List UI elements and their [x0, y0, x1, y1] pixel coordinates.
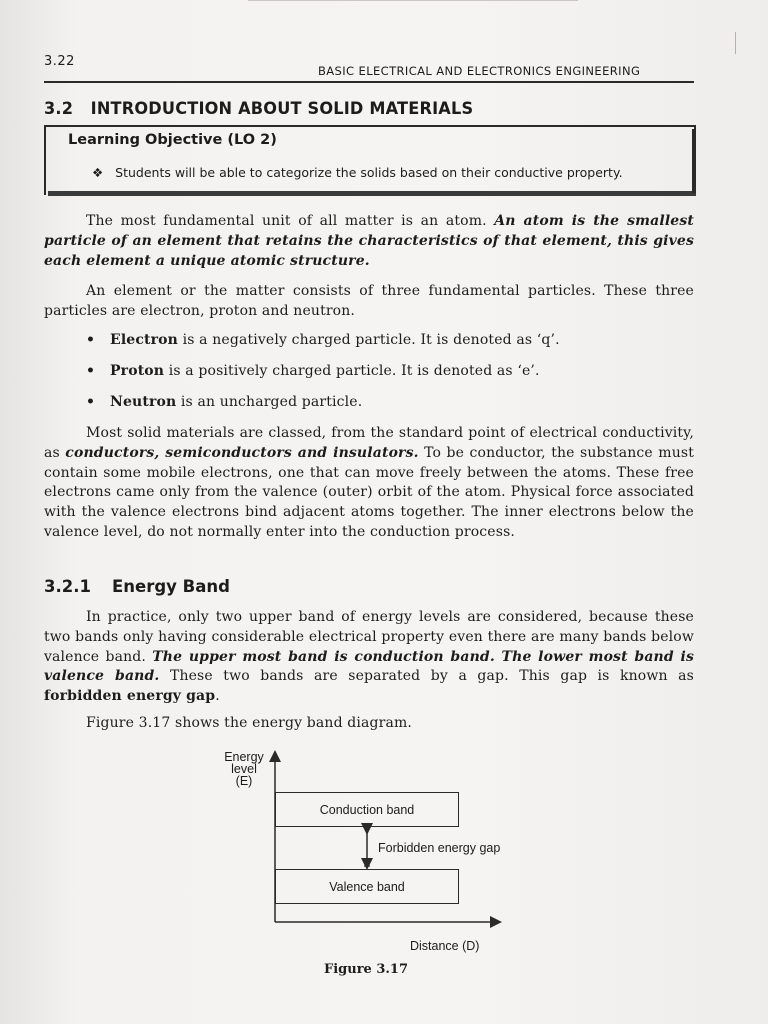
- desc-proton: is a positively charged particle. It is denoted as ‘e’.: [164, 363, 540, 379]
- learning-objective-title: Learning Objective (LO 2): [68, 132, 277, 148]
- bullet-icon: •: [86, 332, 96, 348]
- running-head: BASIC ELECTRICAL AND ELECTRONICS ENGINEERING: [318, 64, 641, 78]
- section-number: 3.2: [44, 99, 74, 119]
- y-axis-label-line-3: (E): [235, 774, 253, 788]
- bullet-icon: •: [86, 363, 96, 379]
- paragraph-energy-band-emphasis: The upper most band is conduction band. The lower most band is valence band.: [44, 648, 694, 685]
- subsection-title: Energy Band: [112, 577, 230, 596]
- paragraph-conductivity-text-1: Most solid materials are classed, from the standard point of electrical conductivity, as: [44, 425, 694, 461]
- diamond-bullet-icon: ❖: [92, 165, 104, 180]
- valence-band: [275, 869, 459, 904]
- page-number: 3.22: [44, 54, 75, 69]
- forbidden-gap-label: Forbidden energy gap: [378, 841, 501, 855]
- term-neutron: Neutron: [110, 394, 177, 410]
- section-title: INTRODUCTION ABOUT SOLID MATERIALS: [90, 99, 474, 119]
- paragraph-energy-band-text-2: These two bands are separated by a gap. This gap is known as: [159, 668, 695, 685]
- y-axis-label-line-1: Energy: [224, 750, 264, 764]
- valence-band-label: Valence band: [329, 879, 405, 894]
- y-axis-label: [216, 750, 272, 788]
- paragraph-conductivity-emphasis: conductors, semiconductors and insulators.: [65, 444, 419, 461]
- paragraph-atom-emphasis: An atom is the smallest particle of an element that retains the characteristics of that element, this gives each element a unique atomic structure.: [44, 213, 694, 269]
- term-proton: Proton: [110, 363, 165, 379]
- paragraph-energy-band-text-1: In practice, only two upper band of energy levels are considered, because these two bands only having considerable electrical property even there are many bands below valence band.: [44, 609, 694, 665]
- desc-neutron: is an uncharged particle.: [176, 394, 363, 410]
- paragraph-conductivity-text-2: To be conductor, the substance must contain some mobile electrons, one that can move freely between the atoms. These free electrons came only from the valence (outer) orbit of the atom. Physical force associated with the valence electrons bind adjacent atoms together. The inner electrons below the valence level, do not normally enter into the conduction process.: [44, 444, 694, 540]
- x-axis-label: Distance (D): [410, 939, 480, 953]
- figure-caption: Figure 3.17: [324, 962, 409, 977]
- paragraph-energy-band-term: forbidden energy gap: [44, 688, 216, 705]
- conduction-band: [275, 792, 459, 827]
- desc-electron: is a negatively charged particle. It is denoted as ‘q’.: [177, 332, 560, 348]
- paragraph-energy-band-text-3: .: [215, 688, 220, 705]
- learning-objective-text: Students will be able to categorize the solids based on their conductive property.: [115, 165, 623, 180]
- paragraph-atom-text: The most fundamental unit of all matter is an atom.: [86, 213, 495, 229]
- paragraph-figure-ref-text: Figure 3.17 shows the energy band diagram.: [86, 715, 412, 731]
- conduction-band-label: Conduction band: [319, 802, 415, 817]
- bullet-icon: •: [86, 394, 96, 410]
- term-electron: Electron: [110, 332, 178, 348]
- paragraph-particles-text: An element or the matter consists of three fundamental particles. These three particles are electron, proton and neutron.: [44, 283, 694, 319]
- subsection-number: 3.2.1: [44, 577, 91, 596]
- y-axis-label-line-2: level: [231, 762, 257, 776]
